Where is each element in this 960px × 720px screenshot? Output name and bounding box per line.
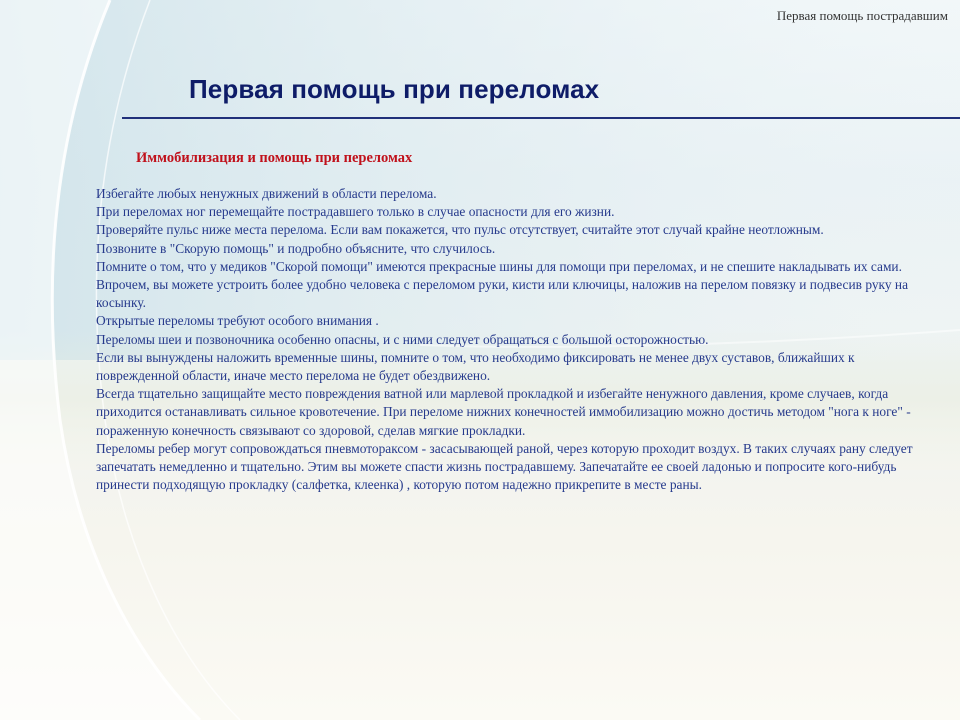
paragraph: Проверяйте пульс ниже места перелома. Если вам покажется, что пульс отсутствует, считайте этот случай крайне неотложным. [96, 222, 824, 238]
slide-subtitle: Иммобилизация и помощь при переломах [136, 150, 413, 166]
paragraph: Всегда тщательно защищайте место повреждения ватной или марлевой прокладкой и избегайте ненужного давления, кроме случаев, когда приходится останавливать сильное кровотечение. При переломе нижних конечностей иммобилизацию можно достичь методом "нога к ноге" - пораженную конечность связывают со здоровой, сделав мягкие прокладки. [96, 386, 911, 438]
paragraph: Открытые переломы требуют особого внимания . [96, 313, 379, 329]
paragraph: При переломах ног перемещайте пострадавшего только в случае опасности для его жизни. [96, 204, 615, 220]
paragraph: Впрочем, вы можете устроить более удобно человека с переломом руки, кисти или ключицы, наложив на перелом повязку и подвесив руку на косынку. [96, 277, 909, 311]
slide-header-text: Первая помощь пострадавшим [776, 8, 948, 23]
paragraph: Помните о том, что у медиков "Скорой помощи" имеются прекрасные шины для помощи при переломах, и не спешите накладывать их сами. [96, 258, 902, 274]
slide-title: Первая помощь при переломах [189, 74, 600, 104]
paragraph: Позвоните в "Скорую помощь" и подробно объясните, что случилось. [96, 240, 496, 256]
paragraph: Если вы вынуждены наложить временные шины, помните о том, что необходимо фиксировать не менее двух суставов, ближайших к поврежденной области, иначе место перелома не будет обездвижено. [96, 349, 855, 384]
paragraph: Избегайте любых ненужных движений в области перелома. [96, 186, 437, 201]
paragraph: Переломы шеи и позвоночника особенно опасны, и с ними следует обращаться с большой осторожностью. [96, 331, 709, 347]
title-divider [122, 117, 960, 119]
body-text [96, 185, 926, 494]
paragraph: Переломы ребер могут сопровождаться пневмотораксом - засасывающей раной, через которую проходит воздух. В таких случаях рану следует запечатать немедленно и тщательно. Этим вы можете спасти жизнь пострадавшему. Запечатайте ее своей ладонью и попросите кого-нибудь принести подходящую прокладку (салфетка, клеенка) , которую потом надежно прикрепите в месте раны. [96, 440, 913, 493]
